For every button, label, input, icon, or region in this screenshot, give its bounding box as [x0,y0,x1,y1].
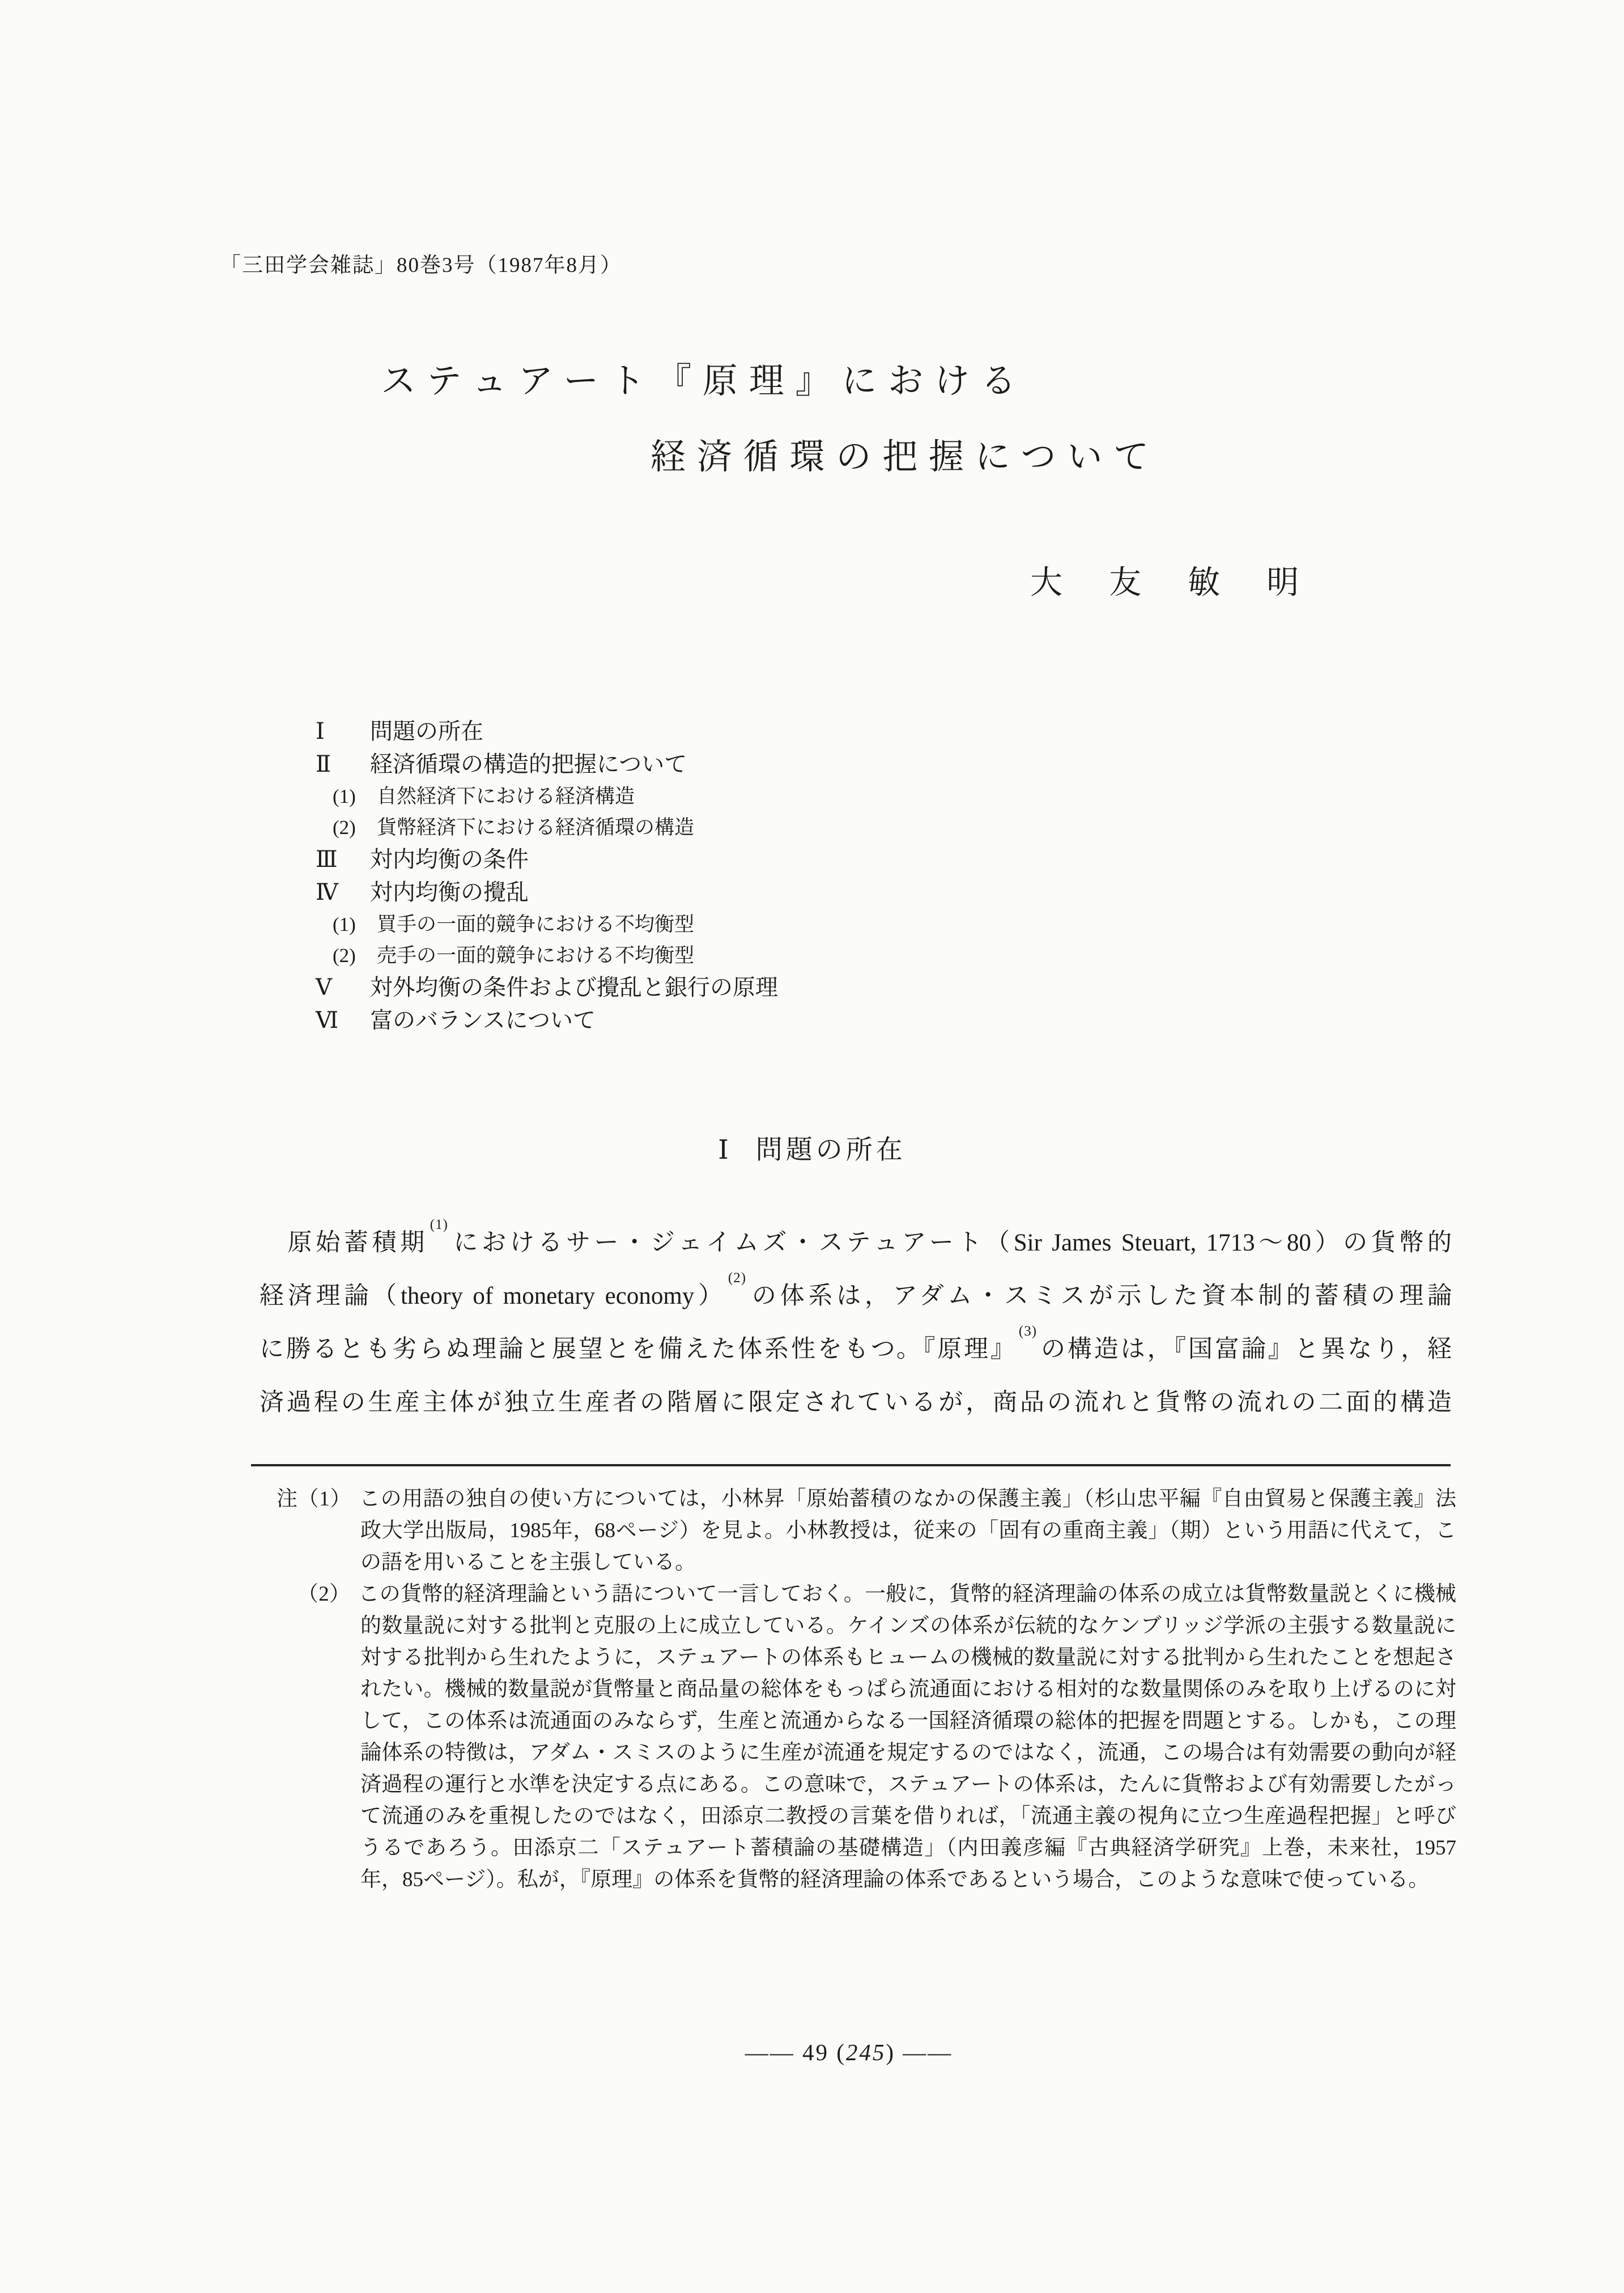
toc-item [316,843,778,876]
toc-item-label: 自然経済下における経済構造 [377,785,635,807]
toc-item [333,909,778,940]
toc-item [333,781,778,812]
body-text-segment: におけるサー・ジェイムズ・ステュアート（Sir James Steuart, 1713〜80）の貨幣的 [449,1230,1452,1256]
page-number-suffix: ) —— [886,2039,953,2065]
body-text-segment: 経済理論（theory of monetary economy） [260,1283,726,1309]
body-text-segment: の体系は，アダム・スミスが示した資本制的蓄積の理論 [748,1283,1452,1309]
toc-item-number: (1) [333,913,356,935]
page-number-value: 245 [845,2039,886,2065]
body-paragraph [260,1218,1452,1428]
footnote-text: この用語の独自の使い方については，小林昇「原始蓄積のなかの保護主義」（杉山忠平編『自由貿易と保護主義』法政大学出版局，1985年，68ページ）を見よ。小林教授は，従来の「固有の重商主義」（期）という用語に代えて，この語を用いることを主張している。 [359,1487,1457,1574]
toc-item-number: Ⅱ [316,751,331,777]
toc-item-number: (2) [333,816,356,839]
article-title-line2: 経済循環の把握について [651,438,1160,477]
toc-item [333,812,778,843]
section-number: Ⅰ [718,1135,732,1165]
table-of-contents [316,715,778,1037]
footnotes-section [277,1483,1456,1896]
toc-item [316,876,778,909]
footnote-divider-rule [251,1464,1451,1466]
body-text-line [260,1271,1452,1325]
footnote [277,1483,1456,1579]
toc-item-label: 対内均衡の攪乱 [370,879,529,905]
toc-item [333,940,778,971]
toc-item-label: 問題の所在 [370,718,483,744]
section-heading [0,1129,1624,1167]
toc-item-label: 買手の一面的競争における不均衡型 [377,913,695,935]
body-text-line [260,1325,1452,1378]
article-title-line1: ステュアート『原理』における [381,362,1027,401]
footnote-label: （2） [297,1582,351,1606]
toc-item-label: 富のバランスについて [370,1007,596,1033]
page-number-prefix: —— 49 ( [745,2039,846,2065]
toc-item-number: Ⅲ [316,846,338,872]
body-text-segment: 原始蓄積期 [260,1230,428,1256]
page-number [0,2039,1624,2066]
footnote-text: この貨幣的経済理論という語について一言しておく。一般に，貨幣的経済理論の体系の成立は貨幣数量説とくに機械的数量説に対する批判と克服の上に成立している。ケインズの体系が伝統的なケンブリッジ学派の主張する数量説に対する批判から生れたように，ステュアートの体系もヒュームの機械的数量説に対する批判から生れたことを想起されたい。機械的数量説が貨幣量と商品量の総体をもっぱら流通面における相対的な数量関係のみを取り上げるのに対して，この体系は流通面のみならず，生産と流通からなる一国経済循環の総体的把握を問題とする。しかも，この理論体系の特徴は，アダム・スミスのように生産が流通を規定するのではなく，流通，この場合は有効需要の動向が経済過程の運行と水準を決定する点にある。この意味で，ステュアートの体系は，たんに貨幣および有効需要したがって流通のみを重視したのではなく，田添京二教授の言葉を借りれば，「流通主義の視角に立つ生産過程把握」と呼びうるであろう。田添京二「ステュアート蓄積論の基礎構造」（内田義彦編『古典経済学研究』上巻，未来社，1957年，85ページ）。私が，『原理』の体系を貨幣的経済理論の体系であるという場合，このような意味で使っている。 [358,1582,1456,1891]
journal-citation: 「三田学会雑誌」80巻3号（1987年8月） [220,254,622,277]
toc-item [316,1004,778,1037]
toc-item [316,748,778,781]
toc-item-label: 売手の一面的競争における不均衡型 [377,945,695,967]
toc-item-number: Ⅳ [316,879,338,905]
footnote-label: 注（1） [277,1487,351,1511]
body-text-line [260,1218,1452,1271]
toc-item-number: (2) [333,945,356,967]
section-title: 問題の所在 [755,1135,906,1165]
footnote-marker: (3) [1018,1324,1038,1339]
toc-item-number: Ⅵ [316,1007,339,1033]
toc-item-label: 経済循環の構造的把握について [370,751,687,777]
toc-item-number: (1) [333,785,356,807]
body-text-segment: の構造は，『国富論』と異なり，経 [1039,1336,1452,1363]
body-text-segment: に勝るとも劣らぬ理論と展望とを備えた体系性をもつ。『原理』 [260,1336,1017,1363]
footnote-marker: (2) [728,1270,747,1286]
body-text-line [260,1378,1452,1428]
toc-item-label: 貨幣経済下における経済循環の構造 [377,816,695,839]
toc-item-label: 対外均衡の条件および攪乱と銀行の原理 [370,975,778,1000]
toc-item [316,715,778,748]
toc-item-number: Ⅰ [316,718,325,744]
footnote [277,1579,1456,1896]
author-name: 大 友 敏 明 [1030,565,1306,601]
toc-item-label: 対内均衡の条件 [370,846,529,872]
footnote-marker: (1) [430,1217,448,1232]
toc-item [316,971,778,1004]
body-text-segment: 済過程の生産主体が独立生産者の階層に限定されているが，商品の流れと貨幣の流れの二面的構造 [260,1389,1452,1416]
toc-item-number: Ⅴ [316,975,332,1000]
